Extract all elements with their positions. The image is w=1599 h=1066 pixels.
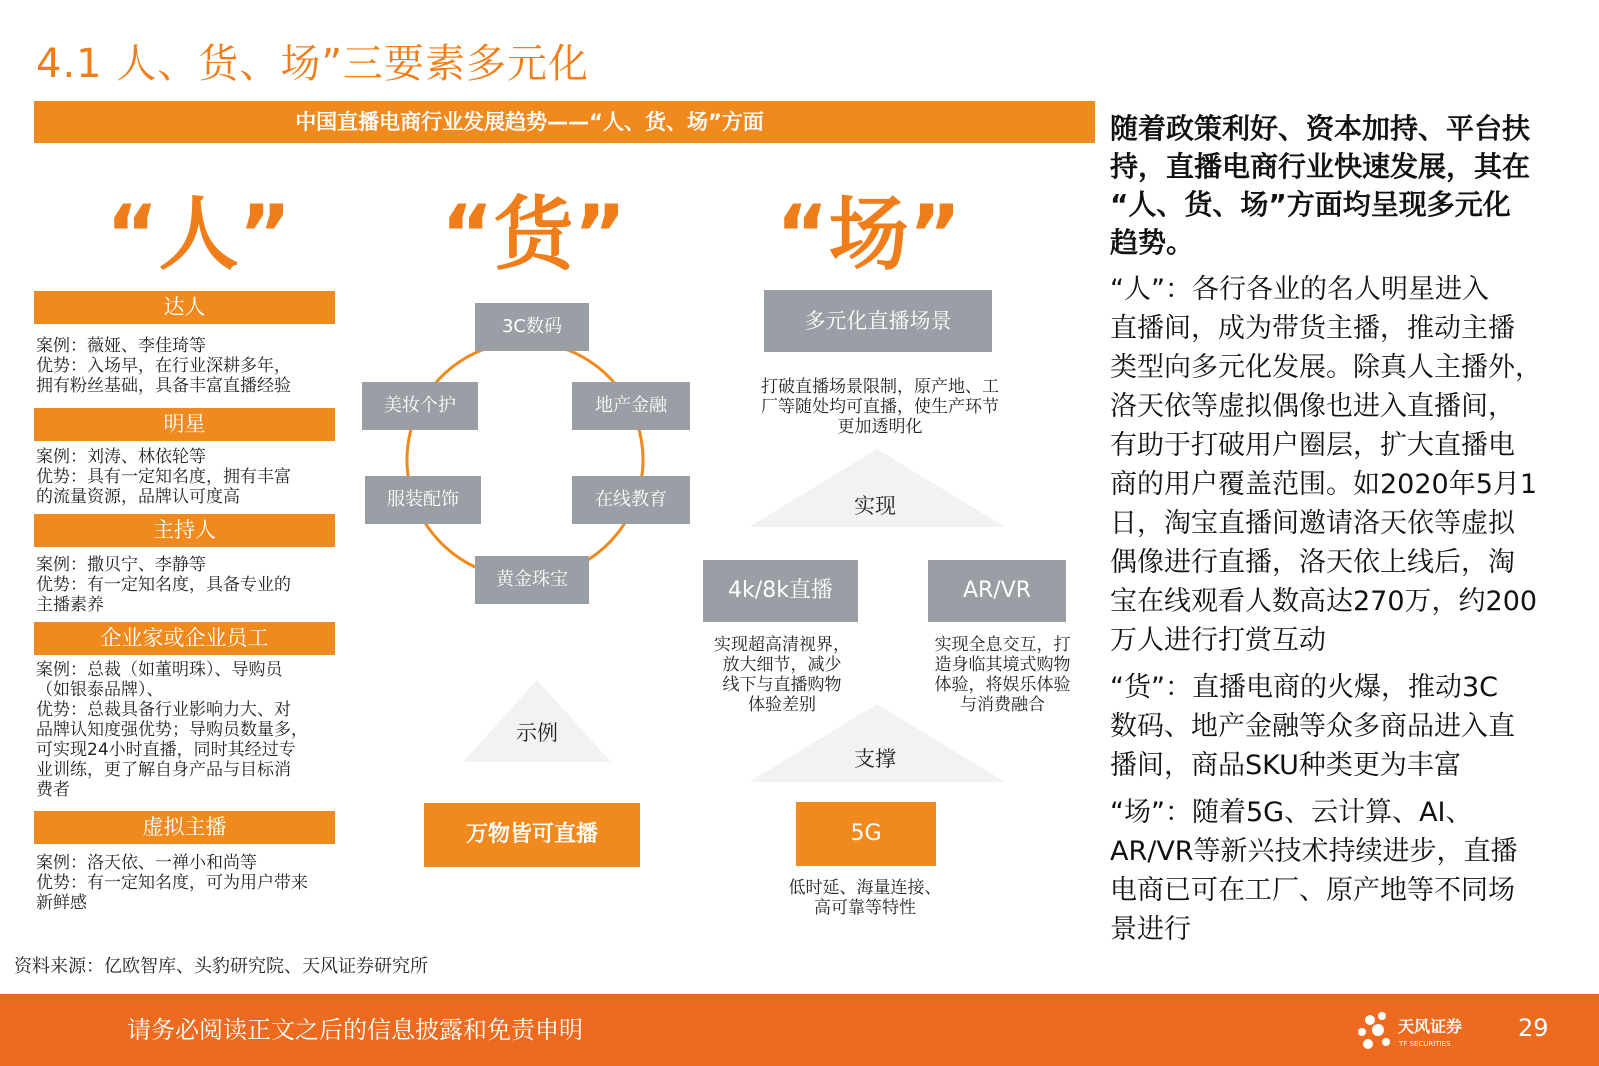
huo-paragraph: “货”：直播电商的火爆，推动3C 数码、地产金融等众多商品进入直 播间，商品SKU种类更为丰富	[1110, 672, 1515, 781]
example-label: 示例	[516, 721, 558, 745]
category-xuni-desc: 案例：洛天依、一禅小和尚等 优势：有一定知名度，可为用户带来 新鲜感	[36, 853, 308, 913]
category-daren-desc: 案例：薇娅、李佳琦等 优势：入场早，在行业深耕多年， 拥有粉丝基础，具备丰富直播经验	[36, 336, 291, 396]
category-xuni: 虚拟主播	[34, 811, 335, 844]
desc-arvr: 实现全息交互，打 造身临其境式购物 体验，将娱乐体验 与消费融合	[934, 635, 1071, 715]
box-arvr: AR/VR	[928, 560, 1066, 622]
scene-desc: 打破直播场景限制，原产地、工 厂等随处均可直播，使生产环节 更加透明化	[761, 377, 999, 437]
page-title: 4.1 人、货、场”三要素多元化	[36, 41, 590, 87]
box-4k8k: 4k/8k直播	[703, 560, 858, 622]
section-banner: 中国直播电商行业发展趋势——“人、货、场”方面	[34, 101, 1095, 143]
lead-paragraph: 随着政策利好、资本加持、平台扶 持，直播电商行业快速发展，其在 “人、货、场”方面均呈现多元化 趋势。	[1110, 112, 1531, 259]
heading-huo: “货”	[441, 188, 627, 281]
source-note: 资料来源：亿欧智库、头豹研究院、天风证券研究所	[14, 956, 428, 977]
desc-5g: 低时延、海量连接、 高可靠等特性	[788, 878, 942, 918]
page-number: 29	[1518, 1014, 1549, 1042]
box-5g: 5G	[796, 802, 936, 866]
tf-securities-logo-icon	[1352, 1006, 1512, 1056]
category-mingxing: 明星	[34, 408, 335, 441]
product-realestate-finance: 地产金融	[572, 382, 690, 430]
category-zhuchiren-desc: 案例：撒贝宁、李静等 优势：有一定知名度，具备专业的 主播素养	[36, 555, 291, 615]
svg-text:TF SECURITIES: TF SECURITIES	[1399, 1040, 1451, 1048]
support-label: 支撑	[854, 747, 896, 771]
product-jewelry: 黄金珠宝	[475, 556, 589, 604]
category-mingxing-desc: 案例：刘涛、林依轮等 优势：具有一定知名度，拥有丰富 的流量资源，品牌认可度高	[36, 447, 291, 507]
category-qiyejia: 企业家或企业员工	[34, 622, 335, 655]
product-beauty: 美妆个护	[362, 382, 478, 430]
desc-4k8k: 实现超高清视界， 放大细节，减少 线下与直播购物 体验差别	[714, 635, 850, 715]
heading-chang: “场”	[776, 188, 962, 281]
product-3c: 3C数码	[475, 303, 589, 351]
svg-text:天风证券: 天风证券	[1398, 1017, 1463, 1036]
product-online-education: 在线教育	[572, 476, 690, 524]
disclaimer-text: 请务必阅读正文之后的信息披露和免责申明	[127, 1016, 583, 1044]
category-qiyejia-desc: 案例：总裁（如董明珠）、导购员 （如银泰品牌）、 优势：总裁具备行业影响力大、对 品牌认知度强优势；导购员数量多， 可实现24小时直播，同时其经过专 业训练，更了解自身产品与目标消 费者	[36, 660, 308, 800]
right-summary	[1110, 110, 1595, 957]
heading-ren: “人”	[106, 188, 292, 281]
category-zhuchiren: 主持人	[34, 514, 335, 547]
category-daren: 达人	[34, 291, 335, 324]
ren-paragraph: “人”：各行各业的名人明星进入 直播间，成为带货主播，推动主播 类型向多元化发展。除真人主播外， 洛天依等虚拟偶像也进入直播间， 有助于打破用户圈层，扩大直播电 商的用户覆盖范围。如2020年5月1 日，淘宝直播间邀请洛天依等虚拟 偶像进行直播，洛天依上线后，淘 宝在线观看人数高达270万，约200 万人进行打赏互动	[1110, 274, 1542, 656]
scene-box: 多元化直播场景	[764, 290, 992, 352]
everything-live-box: 万物皆可直播	[424, 803, 640, 867]
chang-paragraph: “场”：随着5G、云计算、AI、 AR/VR等新兴技术持续进步，直播 电商已可在工厂、原产地等不同场 景进行	[1110, 797, 1518, 945]
realize-label: 实现	[854, 494, 896, 518]
product-apparel: 服装配饰	[365, 476, 481, 524]
